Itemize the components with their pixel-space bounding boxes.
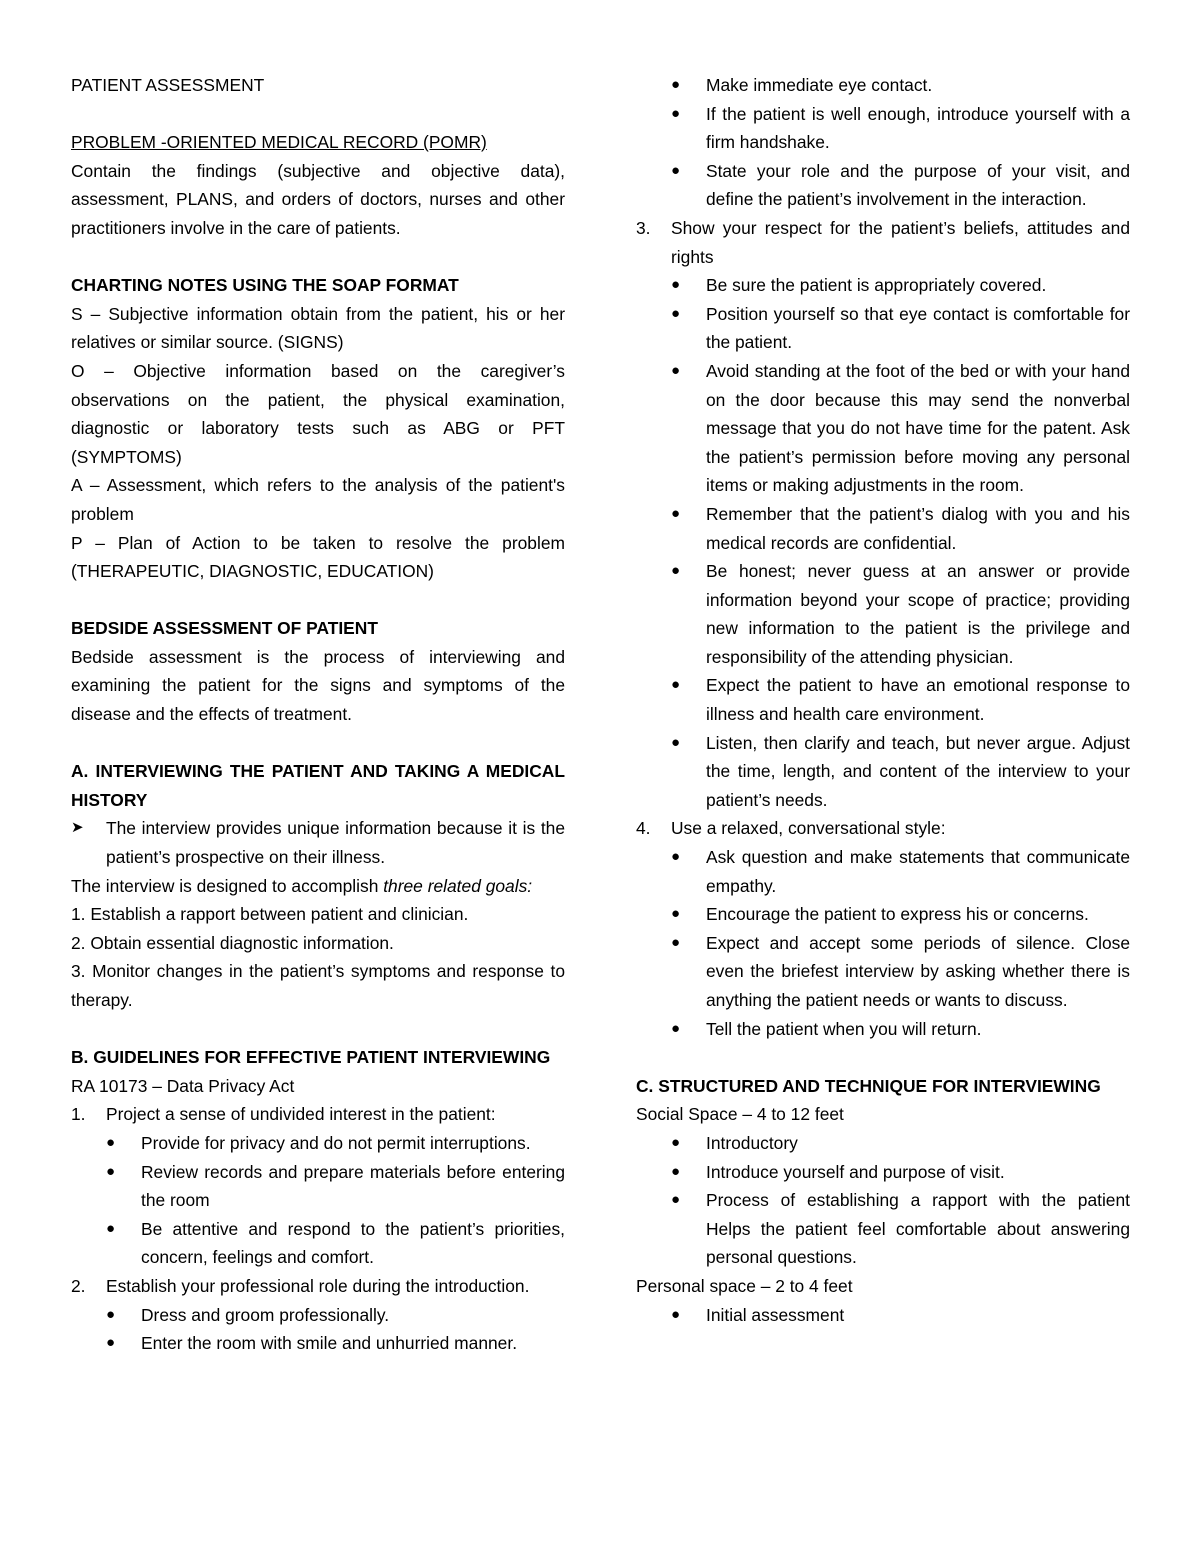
list-item: ● Review records and prepare materials before entering the room [71, 1158, 565, 1215]
list-item: ● Be attentive and respond to the patient’s priorities, concern, feelings and comfort. [71, 1215, 565, 1272]
bullet-dot-icon: ● [106, 1162, 116, 1180]
numbered-item-1: 1. Project a sense of undivided interest in the patient: [71, 1104, 496, 1125]
personal-space: Personal space – 2 to 4 feet [636, 1275, 853, 1296]
bullet-dot-icon: ● [671, 1305, 681, 1323]
soap-heading: CHARTING NOTES USING THE SOAP FORMAT [71, 275, 459, 296]
pomr-heading: PROBLEM -ORIENTED MEDICAL RECORD (POMR) [71, 132, 487, 153]
bullet-dot-icon: ● [106, 1334, 116, 1352]
bullet-dot-icon: ● [671, 848, 681, 866]
numbered-item-4: 4. Use a relaxed, conversational style: [636, 818, 946, 839]
social-space: Social Space – 4 to 12 feet [636, 1104, 844, 1125]
list-item: ● Introductory [636, 1129, 1130, 1158]
bullet-dot-icon: ● [106, 1219, 116, 1237]
arrow-bullet-icon: ➤ [71, 819, 84, 837]
bullet-dot-icon: ● [671, 1162, 681, 1180]
bedside-text: Bedside assessment is the process of interviewing and examining the patient for the signs and symptoms of the disease and the effects of treatment. [71, 646, 565, 725]
data-privacy-act: RA 10173 – Data Privacy Act [71, 1075, 295, 1096]
list-item: ● Be honest; never guess at an answer or provide information beyond your scope of practice; providing new information to the patient is the privilege and responsibility of the attending physician. [636, 557, 1130, 671]
goal-1: 1. Establish a rapport between patient and clinician. [71, 904, 469, 925]
right-column [636, 71, 1130, 1329]
soap-a: A – Assessment, which refers to the analysis of the patient's problem [71, 475, 565, 524]
list-item: ● State your role and the purpose of your visit, and define the patient’s involvement in the interaction. [636, 157, 1130, 214]
list-item: ● Initial assessment [636, 1301, 1130, 1330]
list-item: ● Be sure the patient is appropriately covered. [636, 271, 1130, 300]
bullet-dot-icon: ● [671, 76, 681, 93]
document-title: PATIENT ASSESSMENT [71, 75, 265, 95]
bullet-dot-icon: ● [671, 504, 681, 522]
goal-3: 3. Monitor changes in the patient’s symptoms and response to therapy. [71, 961, 565, 1010]
list-item: ● Remember that the patient’s dialog with you and his medical records are confidential. [636, 500, 1130, 557]
soap-p: P – Plan of Action to be taken to resolve the problem (THERAPEUTIC, DIAGNOSTIC, EDUCATION) [71, 532, 565, 582]
soap-o: O – Objective information based on the caregiver’s observations on the patient, the physical examination, diagnostic or laboratory tests such as ABG or PFT (SYMPTOMS) [71, 360, 565, 467]
list-item: ● Dress and groom professionally. [71, 1301, 565, 1330]
list-item: ● Position yourself so that eye contact is comfortable for the patient. [636, 300, 1130, 357]
bullet-dot-icon: ● [671, 276, 681, 294]
list-item: ● Process of establishing a rapport with the patient Helps the patient feel comfortable about answering personal questions. [636, 1186, 1130, 1272]
bullet-dot-icon: ● [671, 104, 681, 122]
list-item: ● Expect the patient to have an emotional response to illness and health care environment. [636, 671, 1130, 728]
goals-intro: The interview is designed to accomplish three related goals: [71, 875, 533, 896]
list-item: ● Ask question and make statements that communicate empathy. [636, 843, 1130, 900]
bullet-dot-icon: ● [671, 676, 681, 694]
bullet-dot-icon: ● [671, 733, 681, 751]
goal-2: 2. Obtain essential diagnostic information. [71, 932, 394, 953]
numbered-item-2: 2. Establish your professional role during the introduction. [71, 1275, 530, 1296]
pomr-text: Contain the findings (subjective and objective data), assessment, PLANS, and orders of doctors, nurses and other practitioners involve in the care of patients. [71, 160, 565, 238]
section-b-heading: B. GUIDELINES FOR EFFECTIVE PATIENT INTERVIEWING [71, 1047, 551, 1068]
list-item: ● Introduce yourself and purpose of visit. [636, 1158, 1130, 1187]
bullet-dot-icon: ● [671, 1133, 681, 1151]
list-item: ● If the patient is well enough, introduce yourself with a firm handshake. [636, 100, 1130, 157]
left-column [71, 71, 565, 1358]
list-item: ● Avoid standing at the foot of the bed or with your hand on the door because this may send the nonverbal message that you do not have time for the patent. Ask the patient’s permission before moving any personal items or making adjustments in the room. [636, 357, 1130, 500]
list-item: ● Tell the patient when you will return. [636, 1015, 1130, 1044]
bullet-dot-icon: ● [106, 1305, 116, 1323]
numbered-item-3: 3. Show your respect for the patient’s beliefs, attitudes and rights [636, 217, 1130, 267]
bullet-dot-icon: ● [671, 361, 681, 379]
list-item: ● Enter the room with smile and unhurried manner. [71, 1329, 565, 1358]
arrow-list-item: ➤ The interview provides unique information because it is the patient’s prospective on their illness. [71, 814, 565, 871]
section-c-heading: C. STRUCTURED AND TECHNIQUE FOR INTERVIEWING [636, 1075, 1101, 1096]
section-a-heading: A. INTERVIEWING THE PATIENT AND TAKING A MEDICAL HISTORY [71, 761, 565, 810]
bullet-dot-icon: ● [106, 1133, 116, 1151]
bullet-dot-icon: ● [671, 304, 681, 322]
bullet-dot-icon: ● [671, 1019, 681, 1037]
bullet-dot-icon: ● [671, 905, 681, 923]
soap-s: S – Subjective information obtain from the patient, his or her relatives or similar source. (SIGNS) [71, 303, 565, 353]
list-item: ● Make immediate eye contact. [636, 71, 1130, 100]
list-item: ● Expect and accept some periods of silence. Close even the briefest interview by asking whether there is anything the patient needs or wants to discuss. [636, 929, 1130, 1015]
bedside-heading: BEDSIDE ASSESSMENT OF PATIENT [71, 618, 378, 639]
bullet-dot-icon: ● [671, 161, 681, 179]
bullet-dot-icon: ● [671, 562, 681, 580]
bullet-dot-icon: ● [671, 933, 681, 951]
bullet-dot-icon: ● [671, 1191, 681, 1209]
list-item: ● Listen, then clarify and teach, but never argue. Adjust the time, length, and content of the interview to your patient’s needs. [636, 729, 1130, 815]
list-item: ● Encourage the patient to express his or concerns. [636, 900, 1130, 929]
list-item: ● Provide for privacy and do not permit interruptions. [71, 1129, 565, 1158]
